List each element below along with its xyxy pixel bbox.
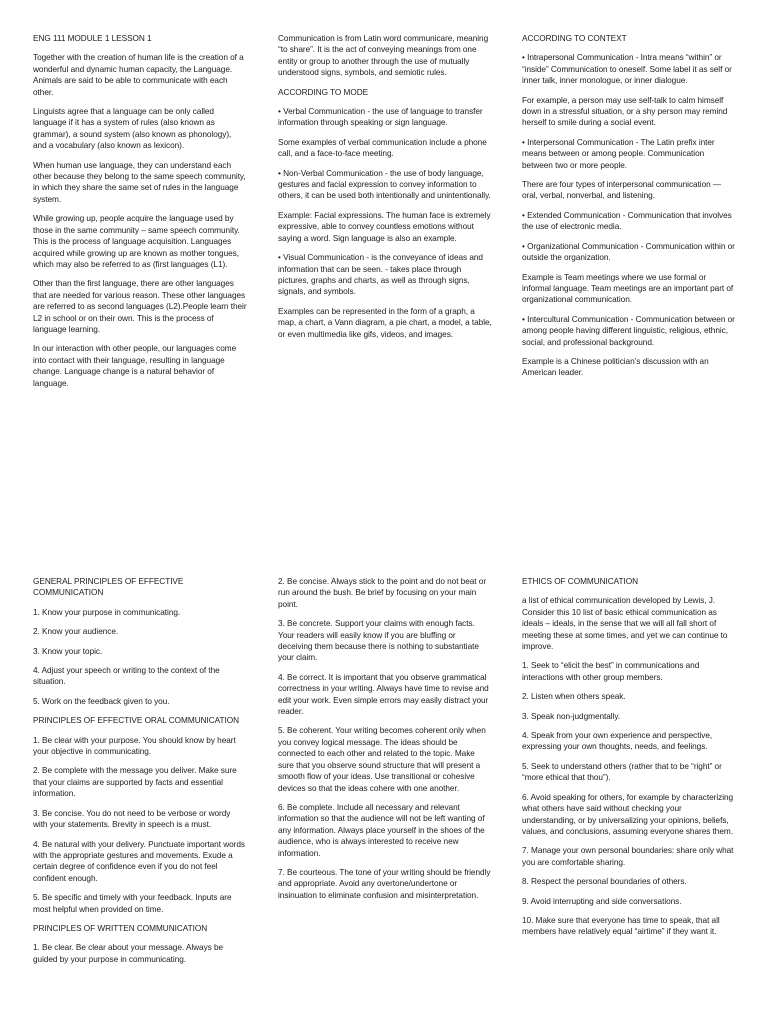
list-item: 3. Be concrete. Support your claims with enough facts. Your readers will easily know if you are bluffing or deceiving them because there is nothing to substantiate your claim. (278, 619, 479, 663)
paragraph: In our interaction with other people, our languages come into contact with their language, resulting in language change. Language change is a natural behavior of language. (33, 344, 237, 388)
list-item: 3. Know your topic. (33, 646, 103, 656)
paragraph: Example: Facial expressions. The human face is extremely expressive, able to convey countless emotions without saying a word. Sign language is also an example. (278, 210, 491, 243)
list-item: 9. Avoid interrupting and side conversations. (522, 896, 682, 906)
list-item: 7. Manage your own personal boundaries: share only what you are comfortable sharing. (522, 846, 734, 867)
column-according-to-mode (278, 33, 492, 348)
list-item: 6. Avoid speaking for others, for example by characterizing what others have said without checking your understanding, or by universalizing your opinions, beliefs, values, and conclusions, assuming everyone shares them. (522, 792, 734, 836)
section-heading: ACCORDING TO MODE (278, 87, 369, 97)
section-heading: ACCORDING TO CONTEXT (522, 34, 627, 43)
list-item: 7. Be courteous. The tone of your writing should be friendly and appropriate. Avoid any overtone/undertone or insinuation to eliminate confusion and misinterpretation. (278, 867, 491, 900)
column-according-to-context (522, 33, 736, 387)
paragraph: Example is Team meetings where we use formal or informal language. Team meetings are an important part of organizational communication. (522, 272, 734, 305)
list-item: 5. Be coherent. Your writing becomes coherent only when you convey logical message. The ideas should be connected to each other and related to the topic. Make sure that you observe sound structure that will present a smooth flow of your ideas. Use transitional or cohesive devices so that the ideas cohere with one another. (278, 726, 486, 793)
list-item: 2. Know your audience. (33, 627, 119, 637)
column-principles (33, 576, 247, 973)
paragraph: Example is a Chinese politician’s discussion with an American leader. (522, 356, 709, 378)
list-item: 1. Be clear. Be clear about your message. Always be guided by your purpose in communicating. (33, 943, 224, 964)
column-ethics (522, 576, 736, 946)
paragraph: • Interpersonal Communication - The Latin prefix inter means between or among people. Communication between two or more people. (522, 137, 715, 170)
list-item: 10. Make sure that everyone has time to speak, that all members have relatively equal “airtime” if they want it. (522, 915, 720, 937)
list-item: 1. Seek to “elicit the best” in communications and interactions with other group members. (522, 661, 700, 682)
section-heading: PRINCIPLES OF WRITTEN COMMUNICATION (33, 923, 208, 933)
paragraph: • Visual Communication - is the conveyance of ideas and information that can be seen. - takes place through pictures, graphs and charts, as well as through signs, signals, and symbols. (278, 253, 483, 297)
list-item: 4. Speak from your own experience and perspective, expressing your own thoughts, needs, and feelings. (522, 731, 713, 752)
list-item: 5. Be specific and timely with your feedback. Inputs are most helpful when provided on time. (33, 893, 232, 914)
paragraph: • Intrapersonal Communication - Intra means “within” or “inside” Communication to oneself. Some label it as self or inner talk, inner monologue, or inner dialogue. (522, 53, 732, 86)
paragraph: • Intercultural Communication - Communication between or among people having different linguistic, religious, ethnic, social, and professional background. (522, 314, 735, 347)
list-item: 3. Be concise. You do not need to be verbose or wordy with your statements. Brevity in speech is a must. (33, 808, 231, 830)
paragraph: Communication is from Latin word communicare, meaning “to share”. It is the act of conveying meanings from one entity or group to another through the use of mutually understood signs, symbols, and semiotic rules. (278, 34, 489, 78)
section-heading: PRINCIPLES OF EFFECTIVE ORAL COMMUNICATION (33, 716, 240, 726)
column-module-intro (33, 33, 247, 397)
list-item: 2. Be complete with the message you deliver. Make sure that your claims are supported by facts and essential information. (33, 766, 237, 799)
list-item: 2. Be concise. Always stick to the point and do not beat or run around the bush. Be brief by focusing on your main point. (278, 577, 487, 609)
module-title: ENG 111 MODULE 1 LESSON 1 (33, 34, 152, 43)
paragraph: Other than the first language, there are other languages that are needed for various reason. These other languages are referred to as second languages (L2).People learn their L2 in school or on their own. This is the process of language learning. (33, 279, 247, 334)
paragraph: When human use language, they can understand each other because they belong to the same speech community, in which they share the same set of rules in the language system. (33, 160, 246, 204)
paragraph: • Verbal Communication - the use of language to transfer information through speaking or sign language. (278, 107, 483, 128)
column-written-principles (278, 576, 492, 909)
list-item: 5. Work on the feedback given to you. (33, 696, 170, 706)
list-item: 4. Adjust your speech or writing to the context of the situation. (33, 666, 220, 687)
list-item: 4. Be natural with your delivery. Punctuate important words with the appropriate gestures and movements. Exude a certain degree of confidence even if you do not feel confident enough. (33, 839, 245, 883)
paragraph: a list of ethical communication developed by Lewis, J. Consider this 10 list of basic ethical communication as ideals – ideals, in the sense that we will all fall short of meeting these at some times, and yet we can continue to improve. (522, 596, 728, 652)
paragraph: Some examples of verbal communication include a phone call, and a face-to-face meeting. (278, 137, 487, 159)
paragraph: • Non-Verbal Communication - the use of body language, gestures and facial expression to convey information to others, it can be used both intentionally and unintentionally. (278, 168, 491, 201)
section-heading: GENERAL PRINCIPLES OF EFFECTIVE COMMUNICATION (33, 577, 184, 598)
paragraph: There are four types of interpersonal communication — oral, verbal, nonverbal, and listening. (522, 180, 722, 201)
paragraph: Examples can be represented in the form of a graph, a map, a chart, a Vann diagram, a pie chart, a model, a table, or even multimedia like gifs, videos, and images. (278, 306, 492, 339)
paragraph: For example, a person may use self-talk to calm himself down in a stressful situation, or a shy person may remind herself to smile during a social event. (522, 95, 728, 128)
paragraph: While growing up, people acquire the language used by those in the same community – same speech community. This is the process of language acquisition. Languages acquired while growing up are known as mother tongues, which may also be referred to as (first languages (L1). (33, 214, 240, 269)
list-item: 2. Listen when others speak. (522, 692, 626, 702)
list-item: 5. Seek to understand others (rather that to be “right” or “more ethical that thou”). (522, 761, 722, 783)
paragraph: • Organizational Communication - Communication within or outside the organization. (522, 241, 735, 263)
section-heading: ETHICS OF COMMUNICATION (522, 577, 639, 586)
paragraph: • Extended Communication - Communication that involves the use of electronic media. (522, 210, 732, 232)
list-item: 3. Speak non-judgmentally. (522, 711, 621, 721)
list-item: 1. Be clear with your purpose. You should know by heart your objective in communicating. (33, 735, 236, 757)
list-item: 8. Respect the personal boundaries of others. (522, 877, 687, 887)
list-item: 4. Be correct. It is important that you observe grammatical correctness in your writing. Always have time to revise and edit your work. Even simple errors may easily distract your reader. (278, 672, 489, 717)
paragraph: Together with the creation of human life is the creation of a wonderful and dynamic human capacity, the Language. Animals are said to be able to communicate with each other. (33, 53, 244, 97)
list-item: 6. Be complete. Include all necessary and relevant information so that the audience will not be left wanting of any information. Always place yourself in the shoes of the audience, who is always interested to receive new information. (278, 802, 485, 858)
list-item: 1. Know your purpose in communicating. (33, 607, 181, 617)
paragraph: Linguists agree that a language can be only called language if it has a system of rules (also known as grammar), a sound system (also known as phonology), and a vocabulary (also known as lexicon). (33, 107, 232, 151)
